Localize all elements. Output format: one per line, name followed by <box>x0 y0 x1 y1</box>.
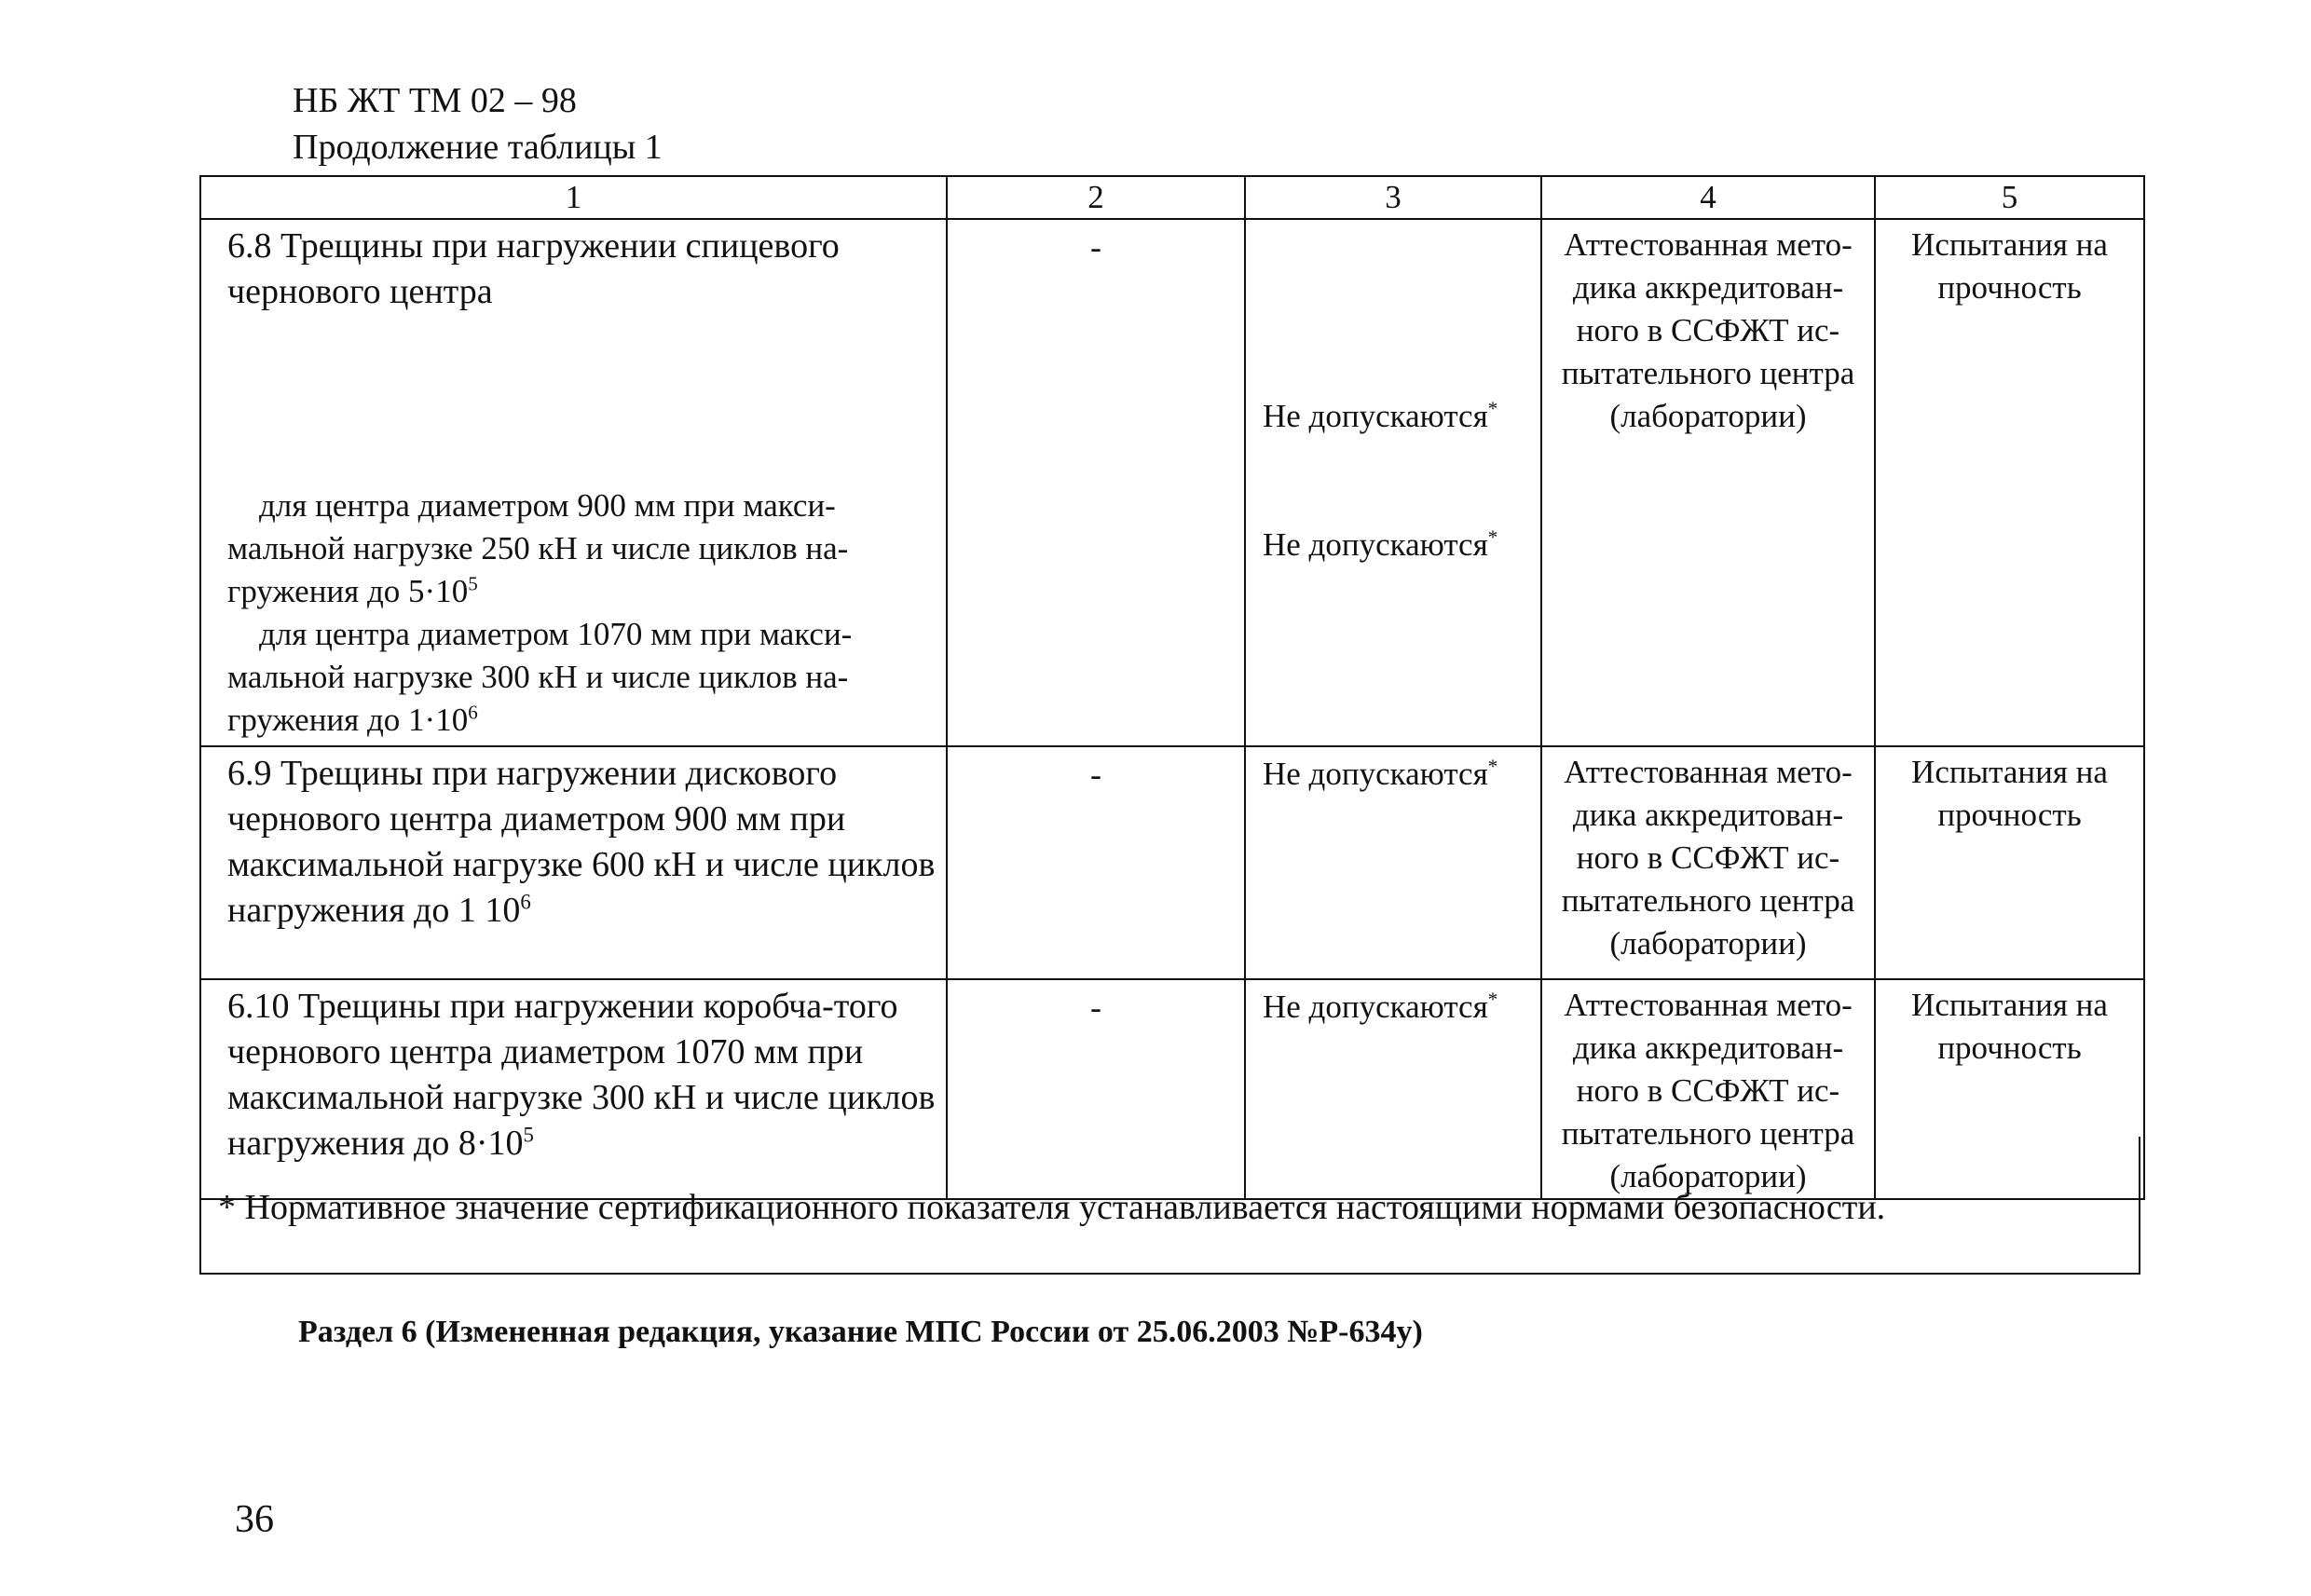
requirement-cell <box>200 219 947 746</box>
column-header: 1 <box>200 176 947 219</box>
norm-value <box>1263 395 1540 438</box>
text-line: для центра диаметром 1070 мм при макси- <box>259 616 853 652</box>
footnote-mark: * <box>1487 525 1498 549</box>
certification-table <box>199 175 2145 1200</box>
method-cell: Аттестованная мето-дика аккредитован-ного в ССФЖТ ис-пытательного центра (лаборатории) <box>1541 746 1875 979</box>
column-2-cell: - <box>947 979 1245 1199</box>
method-cell: Аттестованная мето-дика аккредитован-ного в ССФЖТ ис-пытательного центра (лаборатории) <box>1541 219 1875 746</box>
exponent: 5 <box>523 1123 534 1147</box>
text-line: мальной нагрузке 250 кН и числе циклов на- <box>227 530 849 566</box>
text-line: гружения до 5·10 <box>227 573 469 609</box>
table-row <box>200 219 2144 746</box>
exponent: 6 <box>520 890 531 914</box>
norm-text: Не допускаются <box>1263 989 1488 1025</box>
exponent: 6 <box>468 701 478 724</box>
table-caption: Продолжение таблицы 1 <box>293 128 663 167</box>
norm-text: Не допускаются <box>1263 756 1488 792</box>
norm-value <box>1263 524 1540 566</box>
test-type-cell: Испытания на прочность <box>1875 979 2144 1199</box>
column-header: 4 <box>1541 176 1875 219</box>
exponent: 5 <box>468 572 478 595</box>
column-header: 2 <box>947 176 1245 219</box>
norm-value-cell <box>1245 746 1541 979</box>
test-type-cell: Испытания на прочность <box>1875 219 2144 746</box>
method-cell: Аттестованная мето-дика аккредитован-ного в ССФЖТ ис-пытательного центра (лаборатории) <box>1541 979 1875 1199</box>
sub-requirement-900 <box>227 484 937 613</box>
footnote-mark: * <box>1487 988 1498 1011</box>
table-header-row <box>200 176 2144 219</box>
norm-value-cell <box>1245 219 1541 746</box>
requirement-cell <box>200 746 947 979</box>
column-2-cell: - <box>947 219 1245 746</box>
text-line: гружения до 1·10 <box>227 702 469 738</box>
table-row <box>200 746 2144 979</box>
revision-note: Раздел 6 (Измененная редакция, указание МПС России от 25.06.2003 №Р-634у) <box>298 1315 1423 1349</box>
footnote: * Нормативное значение сертификационного показателя устанавливается настоящими нормами безопасности. <box>218 1188 1886 1227</box>
footnote-mark: * <box>1487 755 1498 778</box>
column-header: 5 <box>1875 176 2144 219</box>
requirement-text: 6.10 Трещины при нагружении коробча-того чернового центра диаметром 1070 мм при максимальной нагрузке 300 кН и числе циклов нагружения до 8·10 <box>227 987 936 1163</box>
footnote-mark: * <box>1487 397 1498 420</box>
requirement-text: 6.9 Трещины при нагружении дискового чернового центра диаметром 900 мм при максимальной нагрузке 600 кН и числе циклов нагружения до 1 10 <box>227 754 936 930</box>
page-number: 36 <box>235 1498 274 1541</box>
test-type-cell: Испытания на прочность <box>1875 746 2144 979</box>
text-line: мальной нагрузке 300 кН и числе циклов на- <box>227 659 849 695</box>
document-code: НБ ЖТ ТМ 02 – 98 <box>293 81 577 120</box>
norm-text: Не допускаются <box>1263 398 1488 434</box>
requirement-text: 6.8 Трещины при нагружении спицевого чернового центра <box>227 226 840 311</box>
column-2-cell: - <box>947 746 1245 979</box>
norm-text: Не допускаются <box>1263 526 1488 563</box>
column-header: 3 <box>1245 176 1541 219</box>
footnote-box <box>199 1137 2140 1275</box>
sub-requirement-1070 <box>227 613 937 742</box>
text-line: для центра диаметром 900 мм при макси- <box>259 487 836 524</box>
